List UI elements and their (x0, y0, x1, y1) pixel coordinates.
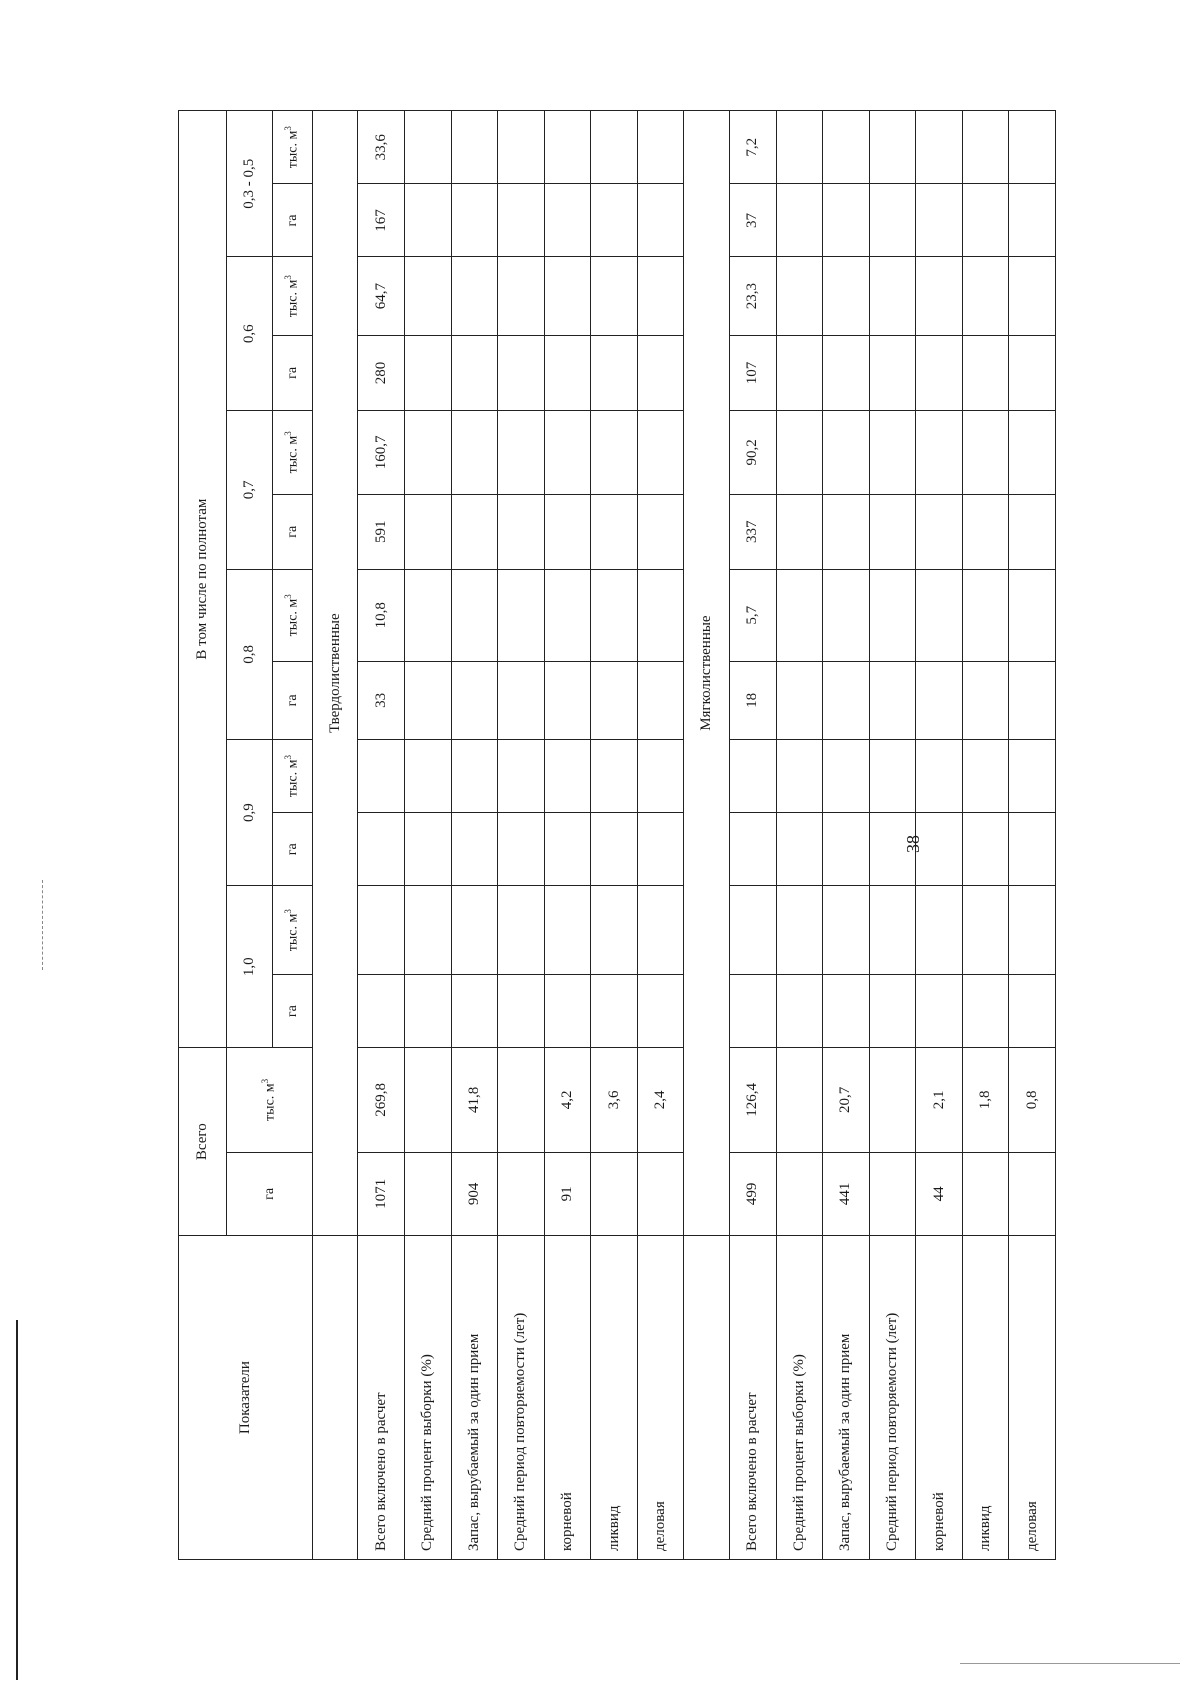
density-1-0-header: 1,0 (227, 886, 273, 1048)
table-cell (1009, 886, 1056, 975)
table-cell (405, 886, 452, 975)
table-cell (498, 111, 545, 184)
table-cell (776, 975, 823, 1048)
table-cell: 5,7 (729, 569, 776, 661)
table-cell (451, 335, 498, 410)
table-cell (637, 257, 684, 335)
table-cell (591, 411, 638, 495)
table-cell (1009, 257, 1056, 335)
table-cell (451, 886, 498, 975)
table-cell (962, 184, 1009, 257)
table-row (962, 111, 1009, 1560)
table-cell (729, 813, 776, 886)
table-cell (916, 184, 963, 257)
table-cell (1009, 335, 1056, 410)
table-cell (498, 335, 545, 410)
indicators-header: Показатели (179, 1236, 313, 1560)
unit-ha-header: га (273, 494, 313, 569)
table-cell (869, 886, 916, 975)
table-cell (729, 975, 776, 1048)
table-cell (498, 1152, 545, 1236)
table-cell (637, 494, 684, 569)
table-cell (916, 569, 963, 661)
table-cell (405, 411, 452, 495)
table-cell: 107 (729, 335, 776, 410)
table-cell (544, 886, 591, 975)
table-cell (451, 975, 498, 1048)
table-cell: 591 (358, 494, 405, 569)
table-cell (358, 740, 405, 813)
table-cell (451, 494, 498, 569)
table-cell (1009, 740, 1056, 813)
section-label-empty (684, 1236, 729, 1560)
unit-ha-header: га (273, 335, 313, 410)
table-cell (869, 1048, 916, 1152)
table-cell (544, 257, 591, 335)
table-cell (869, 661, 916, 739)
table-cell (916, 335, 963, 410)
table-cell (591, 886, 638, 975)
table-cell (451, 569, 498, 661)
table-cell (637, 335, 684, 410)
table-cell: 1,8 (962, 1048, 1009, 1152)
table-row (358, 111, 405, 1560)
table-cell (358, 886, 405, 975)
table-cell (823, 257, 870, 335)
table-cell (544, 494, 591, 569)
row-label: деловая (1009, 1236, 1056, 1560)
table-cell: 10,8 (358, 569, 405, 661)
table-cell (776, 494, 823, 569)
table-cell (1009, 975, 1056, 1048)
table-cell (637, 813, 684, 886)
density-0-9-header: 0,9 (227, 740, 273, 886)
table-cell (637, 111, 684, 184)
table-cell: 1071 (358, 1152, 405, 1236)
table-row (823, 111, 870, 1560)
table-cell (776, 813, 823, 886)
table-cell (591, 813, 638, 886)
unit-vol-header: тыс. $м^3$ (273, 257, 313, 335)
table-cell (869, 1152, 916, 1236)
table-cell (729, 886, 776, 975)
unit-vol-header: тыс. $м^3$ (273, 886, 313, 975)
table-cell (776, 569, 823, 661)
table-cell (916, 257, 963, 335)
table-cell (498, 1048, 545, 1152)
table-cell (823, 494, 870, 569)
table-cell (823, 975, 870, 1048)
table-cell: 337 (729, 494, 776, 569)
table-cell: 280 (358, 335, 405, 410)
table-row (591, 111, 638, 1560)
table-cell (823, 335, 870, 410)
table-cell (1009, 1152, 1056, 1236)
table-cell (405, 1152, 452, 1236)
table-cell (869, 335, 916, 410)
table-cell (776, 1048, 823, 1152)
row-label: ликвид (962, 1236, 1009, 1560)
table-cell (823, 184, 870, 257)
table-cell: 20,7 (823, 1048, 870, 1152)
table-cell (358, 975, 405, 1048)
row-label: Средний период повторяемости (лет) (498, 1236, 545, 1560)
table-cell (776, 335, 823, 410)
table-cell: 167 (358, 184, 405, 257)
table-cell (869, 111, 916, 184)
density-0-6-header: 0,6 (227, 257, 273, 411)
table-cell (776, 1152, 823, 1236)
row-label: Всего включено в расчет (729, 1236, 776, 1560)
table-cell (637, 740, 684, 813)
table-cell (729, 740, 776, 813)
table-cell (823, 411, 870, 495)
section-title: Мягколиственные (684, 111, 729, 1236)
table-cell (498, 184, 545, 257)
table-cell (869, 569, 916, 661)
table-cell (823, 661, 870, 739)
table-cell (962, 975, 1009, 1048)
table-cell (962, 257, 1009, 335)
table-cell (962, 111, 1009, 184)
table-cell (498, 257, 545, 335)
table-cell (869, 740, 916, 813)
table-cell: 41,8 (451, 1048, 498, 1152)
table-cell (1009, 813, 1056, 886)
table-row (729, 111, 776, 1560)
total-ha-header: га (227, 1152, 313, 1236)
table-cell (358, 813, 405, 886)
table-cell (637, 975, 684, 1048)
table-cell (544, 569, 591, 661)
table-cell (405, 111, 452, 184)
table-cell: 18 (729, 661, 776, 739)
table-cell (544, 740, 591, 813)
row-label: Запас, вырубаемый за один прием (823, 1236, 870, 1560)
table-cell (776, 661, 823, 739)
table-cell (869, 411, 916, 495)
table-cell (962, 813, 1009, 886)
table-cell (776, 257, 823, 335)
table-cell (1009, 184, 1056, 257)
table-cell (591, 661, 638, 739)
table-cell (823, 813, 870, 886)
table-row (1009, 111, 1056, 1560)
table-cell (591, 494, 638, 569)
section-label-empty (313, 1236, 358, 1560)
table-cell (916, 740, 963, 813)
table-row (637, 111, 684, 1560)
table-cell (405, 813, 452, 886)
table-row (498, 111, 545, 1560)
table-cell (544, 975, 591, 1048)
density-0-7-header: 0,7 (227, 411, 273, 570)
table-cell (962, 569, 1009, 661)
table-cell (498, 813, 545, 886)
table-row (405, 111, 452, 1560)
table-cell (637, 661, 684, 739)
table-cell (869, 184, 916, 257)
table-cell (776, 740, 823, 813)
table-cell: 64,7 (358, 257, 405, 335)
density-0-8-header: 0,8 (227, 569, 273, 739)
table-cell (498, 740, 545, 813)
table-cell: 904 (451, 1152, 498, 1236)
table-cell (451, 813, 498, 886)
unit-vol-header: тыс. $м^3$ (273, 569, 313, 661)
table-cell (451, 257, 498, 335)
table-cell (1009, 494, 1056, 569)
table-cell: 441 (823, 1152, 870, 1236)
table-row (451, 111, 498, 1560)
table-cell (1009, 111, 1056, 184)
table-cell (591, 111, 638, 184)
table-cell (451, 740, 498, 813)
table-cell (823, 886, 870, 975)
table-cell (498, 569, 545, 661)
table-cell (916, 661, 963, 739)
table-cell (498, 661, 545, 739)
table-cell (544, 111, 591, 184)
unit-ha-header: га (273, 813, 313, 886)
table-cell (1009, 569, 1056, 661)
unit-vol-header: тыс. $м^3$ (273, 740, 313, 813)
table-cell (637, 569, 684, 661)
table-cell (869, 494, 916, 569)
table-cell: 3,6 (591, 1048, 638, 1152)
unit-vol-header: тыс. $м^3$ (273, 411, 313, 495)
row-label: Средний процент выборки (%) (776, 1236, 823, 1560)
table-cell (405, 1048, 452, 1152)
table-cell (916, 411, 963, 495)
table-cell: 7,2 (729, 111, 776, 184)
table-cell: 2,4 (637, 1048, 684, 1152)
unit-ha-header: га (273, 184, 313, 257)
table-cell (916, 111, 963, 184)
page-number: 38 (903, 835, 923, 853)
density-0-3-0-5-header: 0,3 - 0,5 (227, 111, 273, 258)
table-cell (869, 257, 916, 335)
table-cell (637, 1152, 684, 1236)
table-cell (1009, 661, 1056, 739)
table-cell: 2,1 (916, 1048, 963, 1152)
table-cell (916, 494, 963, 569)
table-cell (405, 740, 452, 813)
scan-border-bottom (960, 1663, 1180, 1664)
scan-artifact (42, 880, 44, 970)
table-cell (405, 569, 452, 661)
table-cell (405, 661, 452, 739)
table-cell (591, 975, 638, 1048)
table-cell (405, 335, 452, 410)
table-cell (498, 975, 545, 1048)
unit-ha-header: га (273, 661, 313, 739)
table-cell: 269,8 (358, 1048, 405, 1152)
table-cell (591, 569, 638, 661)
row-label: ликвид (591, 1236, 638, 1560)
table-cell (776, 184, 823, 257)
table-cell (498, 494, 545, 569)
table-cell (451, 184, 498, 257)
table-cell (1009, 411, 1056, 495)
table-cell: 126,4 (729, 1048, 776, 1152)
table-cell: 160,7 (358, 411, 405, 495)
table-cell (776, 886, 823, 975)
section-title: Твердолиственные (313, 111, 358, 1236)
table-cell (916, 975, 963, 1048)
table-cell (637, 411, 684, 495)
row-label: Средний период повторяемости (лет) (869, 1236, 916, 1560)
table-row (776, 111, 823, 1560)
table-cell (544, 661, 591, 739)
table-cell (451, 411, 498, 495)
row-label: Запас, вырубаемый за один прием (451, 1236, 498, 1560)
table-cell: 91 (544, 1152, 591, 1236)
table-cell: 499 (729, 1152, 776, 1236)
table-cell (776, 411, 823, 495)
row-label: Всего включено в расчет (358, 1236, 405, 1560)
table-cell (962, 411, 1009, 495)
table-cell: 4,2 (544, 1048, 591, 1152)
table-cell: 33,6 (358, 111, 405, 184)
row-label: корневой (544, 1236, 591, 1560)
table-cell (544, 184, 591, 257)
total-header: Всего (179, 1048, 227, 1236)
table-cell (962, 335, 1009, 410)
table-cell (544, 335, 591, 410)
table-cell (637, 886, 684, 975)
table-cell (962, 886, 1009, 975)
table-cell (962, 661, 1009, 739)
table-cell (962, 1152, 1009, 1236)
table-cell (591, 184, 638, 257)
table-cell (823, 111, 870, 184)
table-cell (591, 257, 638, 335)
unit-ha-header: га (273, 975, 313, 1048)
table-cell: 37 (729, 184, 776, 257)
table-cell (451, 661, 498, 739)
unit-vol-header: тыс. $м^3$ (273, 111, 313, 184)
table-body (313, 111, 1056, 1560)
table-cell (498, 886, 545, 975)
table-cell (591, 1152, 638, 1236)
table-cell (962, 494, 1009, 569)
table-cell (591, 335, 638, 410)
row-label: деловая (637, 1236, 684, 1560)
table-cell (405, 184, 452, 257)
table-cell: 33 (358, 661, 405, 739)
table-cell (591, 740, 638, 813)
scan-border-left (16, 1320, 18, 1680)
table-cell (405, 975, 452, 1048)
table-cell (823, 740, 870, 813)
table-cell (637, 184, 684, 257)
table-cell: 44 (916, 1152, 963, 1236)
table-cell (405, 494, 452, 569)
density-group-header: В том числе по полнотам (179, 111, 227, 1048)
table-cell: 23,3 (729, 257, 776, 335)
table-cell (544, 411, 591, 495)
table-cell (405, 257, 452, 335)
table-cell (962, 740, 1009, 813)
row-label: корневой (916, 1236, 963, 1560)
table-cell (498, 411, 545, 495)
table-cell (823, 569, 870, 661)
row-label: Средний процент выборки (%) (405, 1236, 452, 1560)
table-cell (451, 111, 498, 184)
total-vol-header: тыс. $м^3$ (227, 1048, 313, 1152)
table-cell (916, 886, 963, 975)
table-cell (776, 111, 823, 184)
section-row (313, 111, 358, 1560)
table-cell: 90,2 (729, 411, 776, 495)
table-cell (869, 975, 916, 1048)
table-cell: 0,8 (1009, 1048, 1056, 1152)
table-row (544, 111, 591, 1560)
table-cell (544, 813, 591, 886)
section-row (684, 111, 729, 1560)
